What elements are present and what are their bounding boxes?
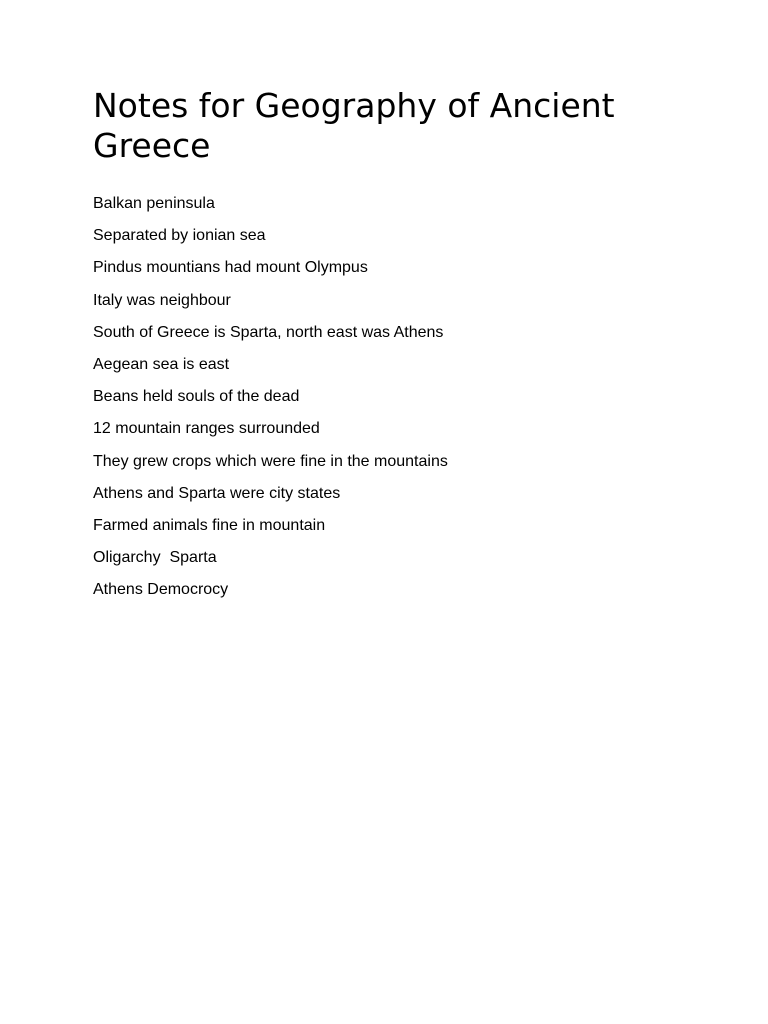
- note-line: South of Greece is Sparta, north east was Athens: [93, 323, 444, 341]
- note-line: Italy was neighbour: [93, 291, 231, 309]
- note-line: They grew crops which were fine in the mountains: [93, 452, 448, 470]
- note-line: 12 mountain ranges surrounded: [93, 420, 320, 438]
- note-line: Beans held souls of the dead: [93, 388, 300, 406]
- page-title: Notes for Geography of Ancient Greece: [93, 86, 615, 165]
- note-line: Athens and Sparta were city states: [93, 484, 341, 502]
- note-line: Separated by ionian sea: [93, 227, 266, 245]
- note-line: Farmed animals fine in mountain: [93, 516, 326, 534]
- note-line: Athens Democrocy: [93, 581, 229, 599]
- note-line: Oligarchy Sparta: [93, 549, 217, 567]
- note-line: Aegean sea is east: [93, 355, 230, 373]
- note-line: Balkan peninsula: [93, 195, 215, 212]
- note-line: Pindus mountians had mount Olympus: [93, 259, 368, 277]
- notes-list: [93, 193, 693, 611]
